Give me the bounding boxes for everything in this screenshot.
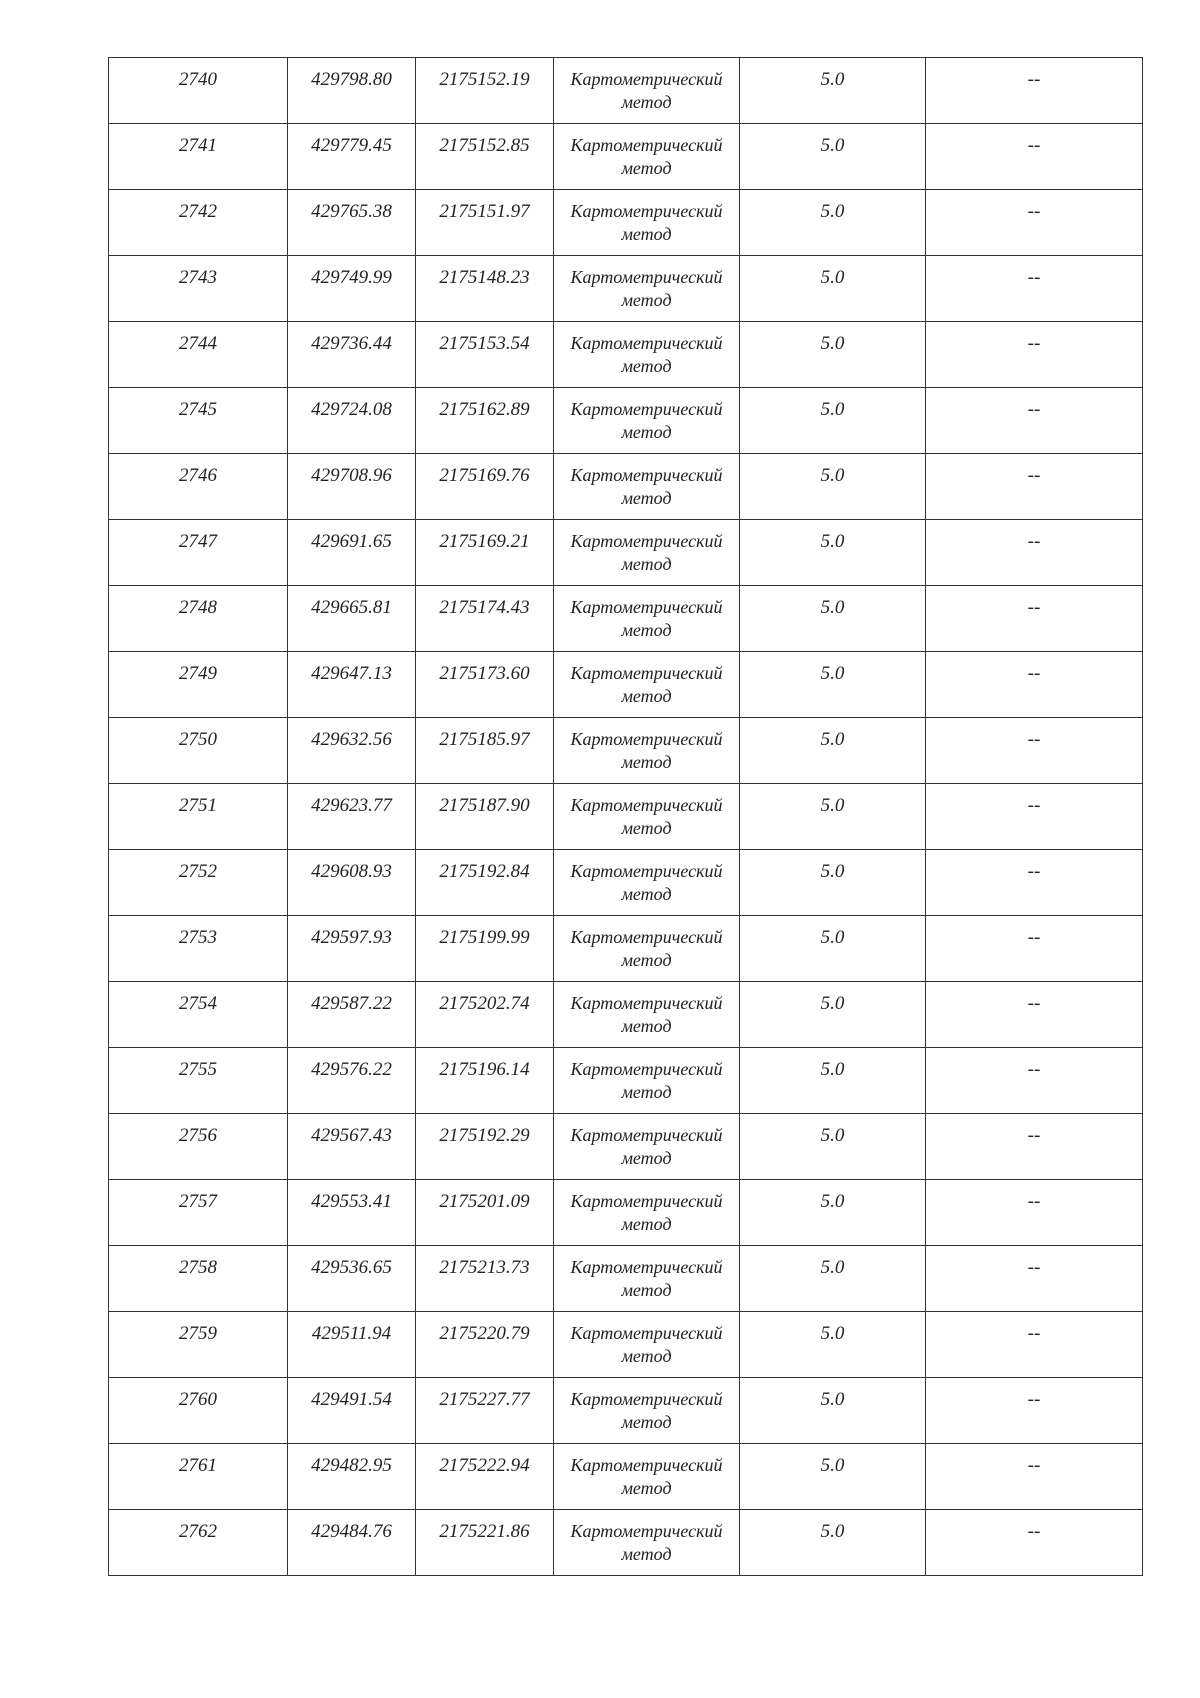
point-number-cell: 2754 xyxy=(109,982,288,1048)
note-cell: -- xyxy=(926,652,1143,718)
x-coordinate-cell: 429779.45 xyxy=(288,124,416,190)
accuracy-cell: 5.0 xyxy=(740,520,926,586)
method-cell: Картометрический метод xyxy=(554,586,740,652)
note-cell: -- xyxy=(926,1510,1143,1576)
note-cell: -- xyxy=(926,190,1143,256)
accuracy-cell: 5.0 xyxy=(740,256,926,322)
x-coordinate-cell: 429597.93 xyxy=(288,916,416,982)
y-coordinate-cell: 2175213.73 xyxy=(416,1246,554,1312)
y-coordinate-cell: 2175192.29 xyxy=(416,1114,554,1180)
table-row xyxy=(109,1312,1143,1378)
y-coordinate-cell: 2175169.21 xyxy=(416,520,554,586)
y-coordinate-cell: 2175199.99 xyxy=(416,916,554,982)
accuracy-cell: 5.0 xyxy=(740,1114,926,1180)
x-coordinate-cell: 429553.41 xyxy=(288,1180,416,1246)
x-coordinate-cell: 429511.94 xyxy=(288,1312,416,1378)
table-row xyxy=(109,1048,1143,1114)
x-coordinate-cell: 429576.22 xyxy=(288,1048,416,1114)
table-row xyxy=(109,388,1143,454)
accuracy-cell: 5.0 xyxy=(740,718,926,784)
method-cell: Картометрический метод xyxy=(554,1312,740,1378)
x-coordinate-cell: 429567.43 xyxy=(288,1114,416,1180)
method-cell: Картометрический метод xyxy=(554,454,740,520)
method-cell: Картометрический метод xyxy=(554,124,740,190)
y-coordinate-cell: 2175173.60 xyxy=(416,652,554,718)
point-number-cell: 2760 xyxy=(109,1378,288,1444)
y-coordinate-cell: 2175162.89 xyxy=(416,388,554,454)
document-page xyxy=(108,57,1142,1576)
method-cell: Картометрический метод xyxy=(554,982,740,1048)
method-cell: Картометрический метод xyxy=(554,520,740,586)
accuracy-cell: 5.0 xyxy=(740,58,926,124)
accuracy-cell: 5.0 xyxy=(740,1312,926,1378)
method-cell: Картометрический метод xyxy=(554,256,740,322)
accuracy-cell: 5.0 xyxy=(740,1048,926,1114)
note-cell: -- xyxy=(926,58,1143,124)
note-cell: -- xyxy=(926,124,1143,190)
x-coordinate-cell: 429608.93 xyxy=(288,850,416,916)
method-cell: Картометрический метод xyxy=(554,190,740,256)
note-cell: -- xyxy=(926,1444,1143,1510)
table-row xyxy=(109,1180,1143,1246)
point-number-cell: 2750 xyxy=(109,718,288,784)
table-row xyxy=(109,718,1143,784)
accuracy-cell: 5.0 xyxy=(740,916,926,982)
point-number-cell: 2756 xyxy=(109,1114,288,1180)
y-coordinate-cell: 2175222.94 xyxy=(416,1444,554,1510)
point-number-cell: 2759 xyxy=(109,1312,288,1378)
table-row xyxy=(109,586,1143,652)
method-cell: Картометрический метод xyxy=(554,652,740,718)
y-coordinate-cell: 2175221.86 xyxy=(416,1510,554,1576)
note-cell: -- xyxy=(926,916,1143,982)
table-row xyxy=(109,1444,1143,1510)
y-coordinate-cell: 2175220.79 xyxy=(416,1312,554,1378)
point-number-cell: 2752 xyxy=(109,850,288,916)
y-coordinate-cell: 2175187.90 xyxy=(416,784,554,850)
note-cell: -- xyxy=(926,1114,1143,1180)
x-coordinate-cell: 429632.56 xyxy=(288,718,416,784)
note-cell: -- xyxy=(926,1378,1143,1444)
method-cell: Картометрический метод xyxy=(554,1114,740,1180)
accuracy-cell: 5.0 xyxy=(740,1444,926,1510)
x-coordinate-cell: 429765.38 xyxy=(288,190,416,256)
note-cell: -- xyxy=(926,850,1143,916)
y-coordinate-cell: 2175196.14 xyxy=(416,1048,554,1114)
accuracy-cell: 5.0 xyxy=(740,190,926,256)
point-number-cell: 2740 xyxy=(109,58,288,124)
point-number-cell: 2748 xyxy=(109,586,288,652)
note-cell: -- xyxy=(926,454,1143,520)
table-row xyxy=(109,454,1143,520)
method-cell: Картометрический метод xyxy=(554,1444,740,1510)
point-number-cell: 2757 xyxy=(109,1180,288,1246)
point-number-cell: 2758 xyxy=(109,1246,288,1312)
x-coordinate-cell: 429691.65 xyxy=(288,520,416,586)
table-row xyxy=(109,256,1143,322)
x-coordinate-cell: 429736.44 xyxy=(288,322,416,388)
method-cell: Картометрический метод xyxy=(554,784,740,850)
method-cell: Картометрический метод xyxy=(554,58,740,124)
x-coordinate-cell: 429482.95 xyxy=(288,1444,416,1510)
x-coordinate-cell: 429798.80 xyxy=(288,58,416,124)
x-coordinate-cell: 429647.13 xyxy=(288,652,416,718)
accuracy-cell: 5.0 xyxy=(740,1510,926,1576)
table-row xyxy=(109,1378,1143,1444)
table-row xyxy=(109,982,1143,1048)
x-coordinate-cell: 429749.99 xyxy=(288,256,416,322)
y-coordinate-cell: 2175151.97 xyxy=(416,190,554,256)
method-cell: Картометрический метод xyxy=(554,1378,740,1444)
accuracy-cell: 5.0 xyxy=(740,1378,926,1444)
point-number-cell: 2746 xyxy=(109,454,288,520)
x-coordinate-cell: 429724.08 xyxy=(288,388,416,454)
table-row xyxy=(109,322,1143,388)
table-row xyxy=(109,784,1143,850)
note-cell: -- xyxy=(926,1246,1143,1312)
accuracy-cell: 5.0 xyxy=(740,1246,926,1312)
accuracy-cell: 5.0 xyxy=(740,652,926,718)
table-row xyxy=(109,652,1143,718)
accuracy-cell: 5.0 xyxy=(740,784,926,850)
table-row xyxy=(109,124,1143,190)
point-number-cell: 2744 xyxy=(109,322,288,388)
point-number-cell: 2745 xyxy=(109,388,288,454)
accuracy-cell: 5.0 xyxy=(740,322,926,388)
method-cell: Картометрический метод xyxy=(554,916,740,982)
accuracy-cell: 5.0 xyxy=(740,454,926,520)
note-cell: -- xyxy=(926,256,1143,322)
table-row xyxy=(109,58,1143,124)
accuracy-cell: 5.0 xyxy=(740,850,926,916)
table-row xyxy=(109,1114,1143,1180)
y-coordinate-cell: 2175202.74 xyxy=(416,982,554,1048)
note-cell: -- xyxy=(926,1048,1143,1114)
point-number-cell: 2749 xyxy=(109,652,288,718)
method-cell: Картометрический метод xyxy=(554,388,740,454)
accuracy-cell: 5.0 xyxy=(740,982,926,1048)
table-row xyxy=(109,520,1143,586)
table-row xyxy=(109,916,1143,982)
note-cell: -- xyxy=(926,322,1143,388)
x-coordinate-cell: 429536.65 xyxy=(288,1246,416,1312)
y-coordinate-cell: 2175148.23 xyxy=(416,256,554,322)
method-cell: Картометрический метод xyxy=(554,718,740,784)
point-number-cell: 2762 xyxy=(109,1510,288,1576)
method-cell: Картометрический метод xyxy=(554,1510,740,1576)
y-coordinate-cell: 2175174.43 xyxy=(416,586,554,652)
accuracy-cell: 5.0 xyxy=(740,124,926,190)
y-coordinate-cell: 2175152.85 xyxy=(416,124,554,190)
point-number-cell: 2743 xyxy=(109,256,288,322)
x-coordinate-cell: 429491.54 xyxy=(288,1378,416,1444)
table-row xyxy=(109,1246,1143,1312)
point-number-cell: 2742 xyxy=(109,190,288,256)
y-coordinate-cell: 2175192.84 xyxy=(416,850,554,916)
note-cell: -- xyxy=(926,586,1143,652)
point-number-cell: 2747 xyxy=(109,520,288,586)
method-cell: Картометрический метод xyxy=(554,850,740,916)
y-coordinate-cell: 2175153.54 xyxy=(416,322,554,388)
x-coordinate-cell: 429665.81 xyxy=(288,586,416,652)
note-cell: -- xyxy=(926,1180,1143,1246)
point-number-cell: 2753 xyxy=(109,916,288,982)
note-cell: -- xyxy=(926,1312,1143,1378)
coordinates-table-body xyxy=(109,58,1143,1576)
table-row xyxy=(109,850,1143,916)
x-coordinate-cell: 429484.76 xyxy=(288,1510,416,1576)
table-row xyxy=(109,190,1143,256)
x-coordinate-cell: 429708.96 xyxy=(288,454,416,520)
point-number-cell: 2741 xyxy=(109,124,288,190)
accuracy-cell: 5.0 xyxy=(740,586,926,652)
note-cell: -- xyxy=(926,388,1143,454)
point-number-cell: 2761 xyxy=(109,1444,288,1510)
y-coordinate-cell: 2175152.19 xyxy=(416,58,554,124)
accuracy-cell: 5.0 xyxy=(740,388,926,454)
method-cell: Картометрический метод xyxy=(554,1048,740,1114)
point-number-cell: 2751 xyxy=(109,784,288,850)
y-coordinate-cell: 2175201.09 xyxy=(416,1180,554,1246)
note-cell: -- xyxy=(926,982,1143,1048)
x-coordinate-cell: 429623.77 xyxy=(288,784,416,850)
coordinates-table xyxy=(108,57,1143,1576)
point-number-cell: 2755 xyxy=(109,1048,288,1114)
y-coordinate-cell: 2175169.76 xyxy=(416,454,554,520)
method-cell: Картометрический метод xyxy=(554,1180,740,1246)
method-cell: Картометрический метод xyxy=(554,1246,740,1312)
y-coordinate-cell: 2175185.97 xyxy=(416,718,554,784)
note-cell: -- xyxy=(926,718,1143,784)
y-coordinate-cell: 2175227.77 xyxy=(416,1378,554,1444)
table-row xyxy=(109,1510,1143,1576)
accuracy-cell: 5.0 xyxy=(740,1180,926,1246)
note-cell: -- xyxy=(926,784,1143,850)
x-coordinate-cell: 429587.22 xyxy=(288,982,416,1048)
note-cell: -- xyxy=(926,520,1143,586)
method-cell: Картометрический метод xyxy=(554,322,740,388)
